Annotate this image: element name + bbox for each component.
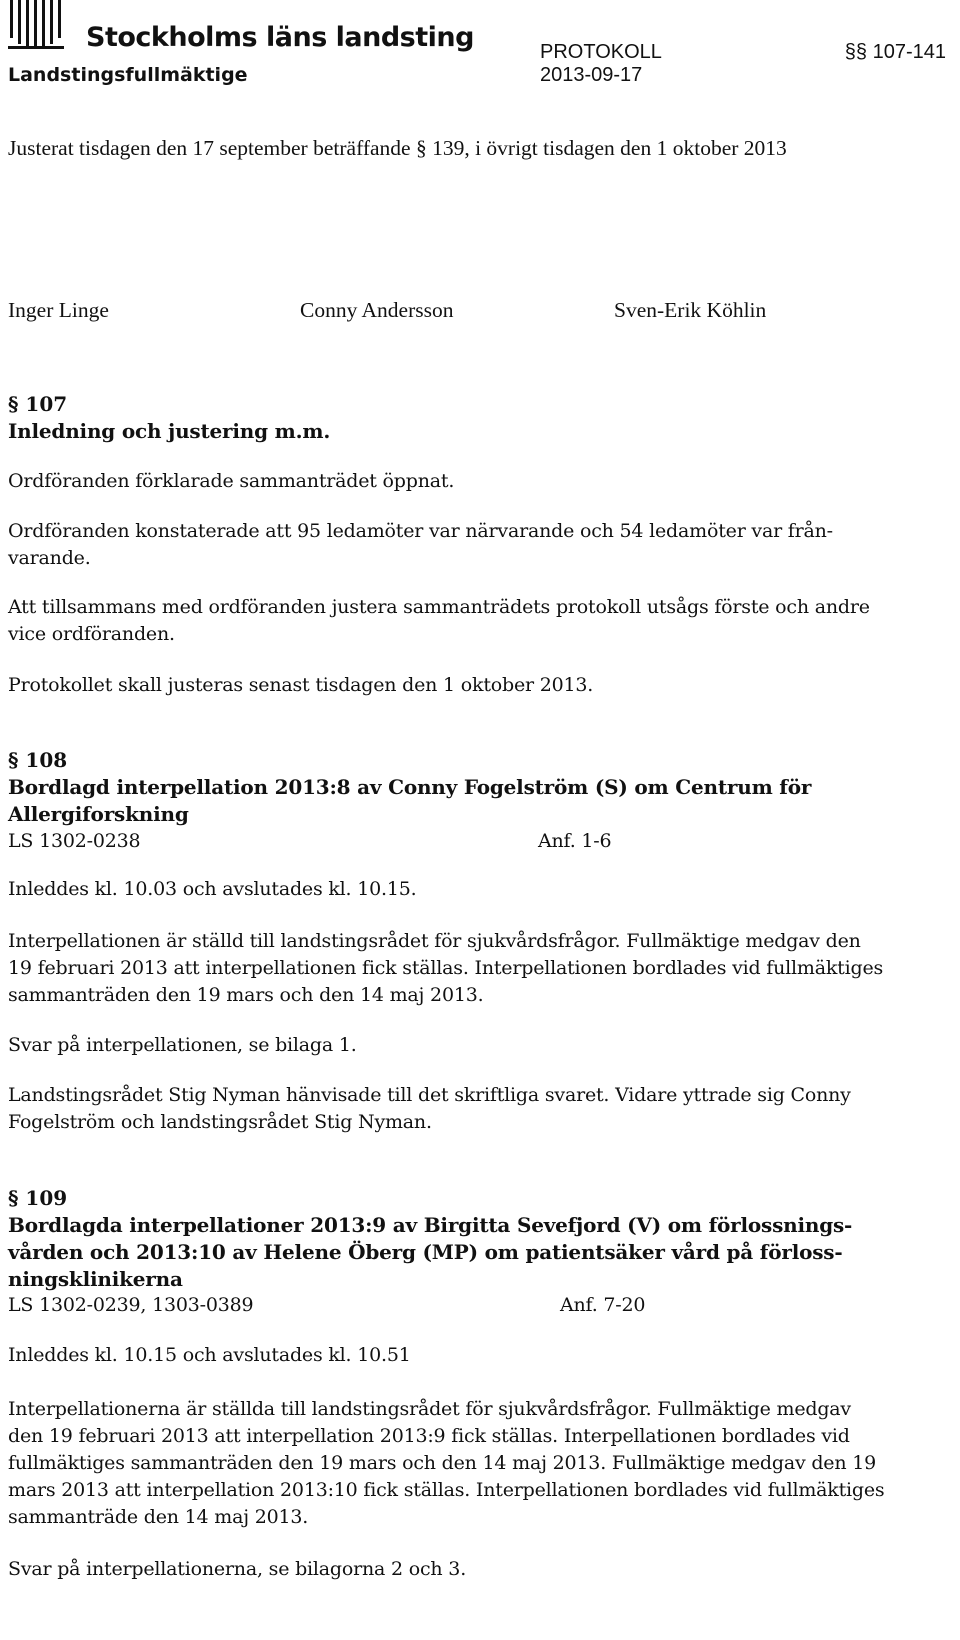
section-109-anf: Anf. 7-20: [560, 1294, 646, 1316]
section-109-paragraph-1-line-5: sammanträde den 14 maj 2013.: [8, 1506, 309, 1528]
section-108-paragraph-1-line-1: Interpellationen är ställd till landstingsrådet för sjukvårdsfrågor. Fullmäktige medgav den: [8, 930, 861, 952]
section-109-paragraph-2: Svar på interpellationerna, se bilagorna 2 och 3.: [8, 1558, 467, 1580]
section-109-paragraph-1-line-3: fullmäktiges sammanträden den 19 mars och den 14 maj 2013. Fullmäktige medgav den 19: [8, 1452, 877, 1474]
section-109-paragraph-1-line-2: den 19 februari 2013 att interpellation 2013:9 fick ställas. Interpellationen bordlades vid: [8, 1425, 850, 1447]
org-subtitle: Landstingsfullmäktige: [8, 64, 248, 86]
section-107-paragraph-3-line-2: vice ordföranden.: [8, 623, 175, 645]
section-109-ls-number: LS 1302-0239, 1303-0389: [8, 1294, 254, 1316]
document-paragraph-range: §§ 107-141: [844, 41, 946, 63]
document-date: 2013-09-17: [540, 64, 643, 86]
section-108-paragraph-3-line-1: Landstingsrådet Stig Nyman hänvisade till det skriftliga svaret. Vidare yttrade sig Conny: [8, 1084, 851, 1106]
section-108-title-line-2: Allergiforskning: [8, 802, 189, 826]
section-107-paragraph-1: Ordföranden förklarade sammanträdet öppnat.: [8, 470, 455, 492]
section-108-number: § 108: [8, 748, 68, 772]
section-107-paragraph-2-line-1: Ordföranden konstaterade att 95 ledamöter var närvarande och 54 ledamöter var från-: [8, 520, 833, 542]
signer-3: Sven-Erik Köhlin: [614, 298, 767, 322]
section-108-paragraph-1-line-2: 19 februari 2013 att interpellationen fick ställas. Interpellationen bordlades vid fullmäktiges: [8, 957, 884, 979]
section-107-title: Inledning och justering m.m.: [8, 419, 331, 443]
section-109-title-line-2: vården och 2013:10 av Helene Öberg (MP) om patientsäker vård på förloss-: [8, 1240, 843, 1264]
section-108-title-line-1: Bordlagd interpellation 2013:8 av Conny Fogelström (S) om Centrum för: [8, 775, 812, 799]
landsting-logo: [8, 0, 80, 62]
section-108-paragraph-3-line-2: Fogelström och landstingsrådet Stig Nyman.: [8, 1111, 432, 1133]
section-108-paragraph-2: Svar på interpellationen, se bilaga 1.: [8, 1034, 357, 1056]
section-109-number: § 109: [8, 1186, 68, 1210]
section-109-title-line-1: Bordlagda interpellationer 2013:9 av Birgitta Sevefjord (V) om förlossnings-: [8, 1213, 853, 1237]
section-109-title-line-3: ningsklinikerna: [8, 1267, 183, 1291]
section-107-paragraph-3-line-1: Att tillsammans med ordföranden justera sammanträdets protokoll utsågs förste och andre: [8, 596, 870, 618]
signer-2: Conny Andersson: [300, 298, 454, 322]
section-107-number: § 107: [8, 392, 68, 416]
section-108-ls-number: LS 1302-0238: [8, 830, 141, 852]
justification-text: Justerat tisdagen den 17 september beträffande § 139, i övrigt tisdagen den 1 oktober 2013: [8, 136, 787, 160]
org-name: Stockholms läns landsting: [86, 22, 474, 53]
section-107-paragraph-2-line-2: varande.: [8, 547, 91, 569]
section-108-paragraph-1-line-3: sammanträden den 19 mars och den 14 maj 2013.: [8, 984, 484, 1006]
section-109-time: Inleddes kl. 10.15 och avslutades kl. 10.51: [8, 1344, 411, 1366]
section-107-paragraph-4: Protokollet skall justeras senast tisdagen den 1 oktober 2013.: [8, 674, 594, 696]
crown-logo-icon: [8, 0, 80, 58]
document-type: PROTOKOLL: [540, 41, 662, 63]
section-108-time: Inleddes kl. 10.03 och avslutades kl. 10.15.: [8, 878, 417, 900]
section-108-anf: Anf. 1-6: [538, 830, 612, 852]
section-109-paragraph-1-line-1: Interpellationerna är ställda till landstingsrådet för sjukvårdsfrågor. Fullmäktige medgav: [8, 1398, 851, 1420]
section-109-paragraph-1-line-4: mars 2013 att interpellation 2013:10 fick ställas. Interpellationen bordlades vid fullmäktiges: [8, 1479, 885, 1501]
signer-1: Inger Linge: [8, 298, 109, 322]
